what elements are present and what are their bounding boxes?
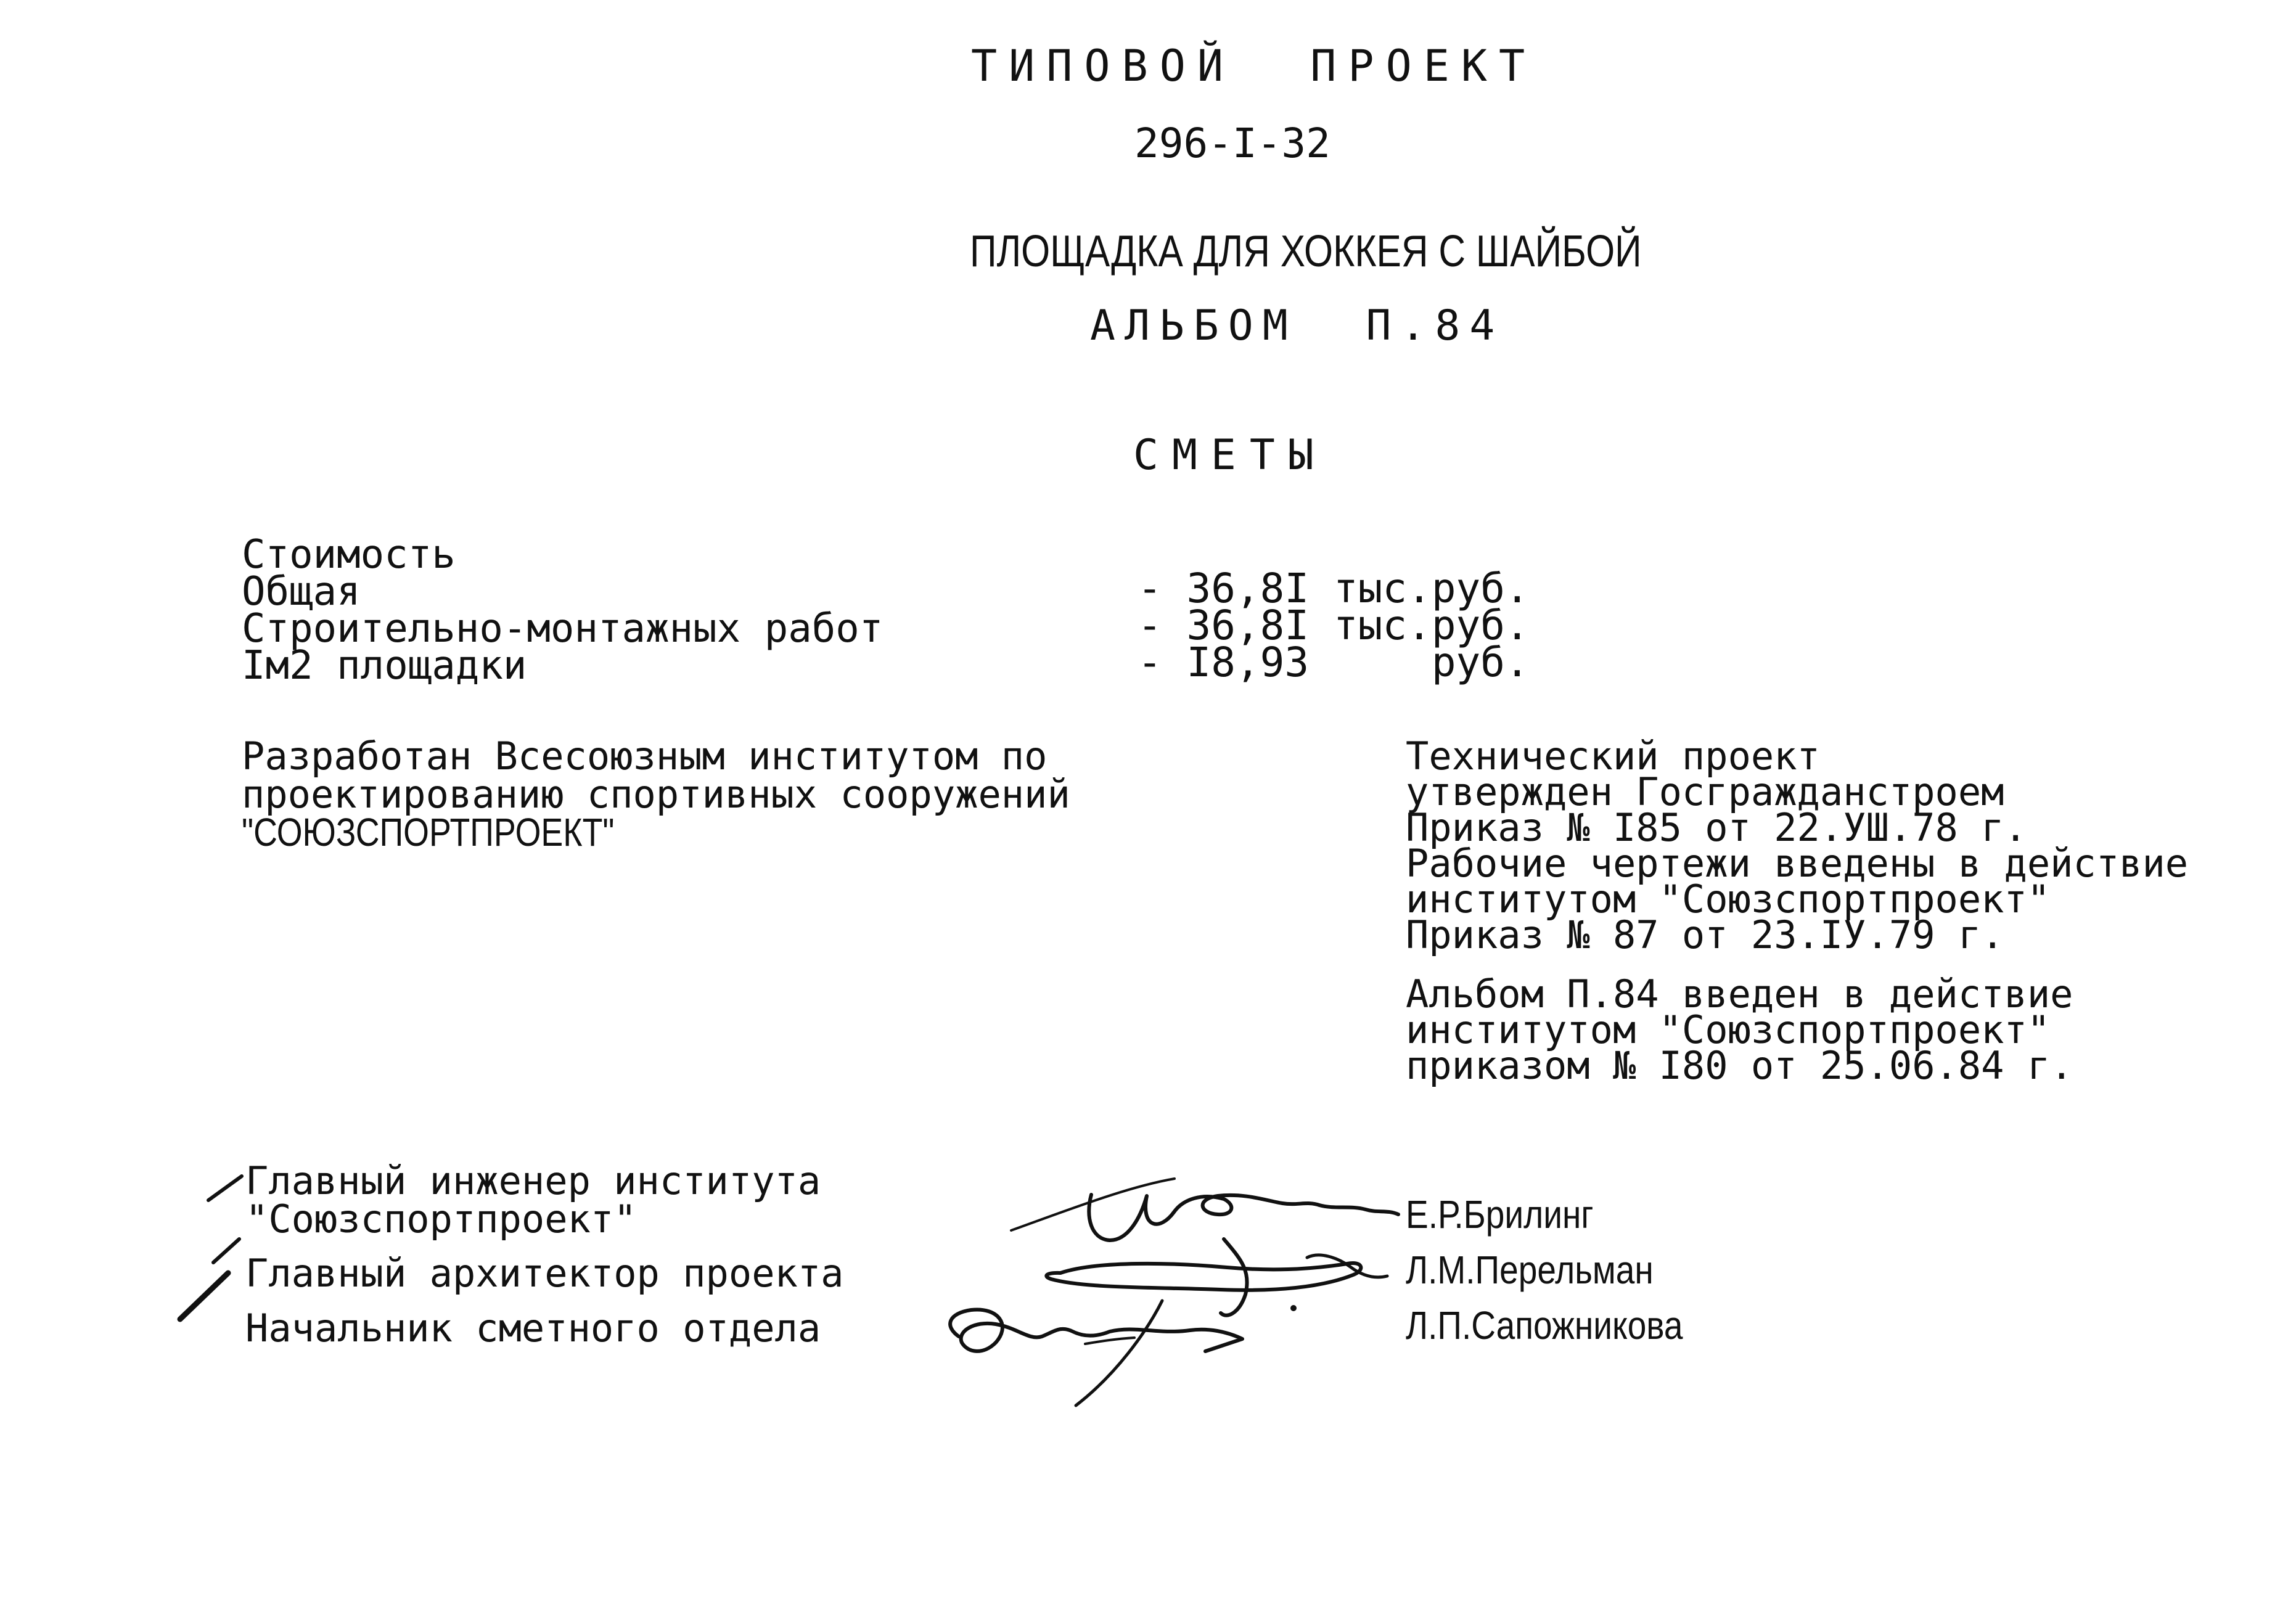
signatory-name: Е.Р.Брилинг <box>1406 1192 1594 1237</box>
cost-row-label: Строительно-монтажных работ <box>242 606 884 652</box>
tick-mark <box>213 1239 239 1262</box>
approval-line: Технический проект <box>1406 734 1820 779</box>
developer-organization: "СОЮЗСПОРТПРОЕКТ" <box>242 810 615 854</box>
developer-line: проектированию спортивных сооружений <box>242 772 1070 817</box>
approval-line: институтом "Союзспортпроект" <box>1406 1007 2051 1052</box>
section-title: СМЕТЫ <box>1133 431 1327 480</box>
approval-line: утвержден Госгражданстроем <box>1406 769 2004 814</box>
signature-sapozhnikova <box>950 1301 1242 1406</box>
cost-row-label: Общая <box>242 569 361 615</box>
approval-line: Приказ № I85 от 22.УШ.78 г. <box>1406 805 2027 850</box>
signature-perelman <box>1046 1239 1387 1316</box>
cost-row-value: - 36,8I тыс.руб. <box>1138 602 1530 649</box>
signatory-name: Л.П.Сапожникова <box>1406 1303 1683 1348</box>
cost-row-value: - 36,8I тыс.руб. <box>1138 565 1530 612</box>
album-title: АЛЬБОМ П.84 <box>1090 301 1504 350</box>
signature-brilling <box>1011 1179 1398 1240</box>
signatory-name: Л.М.Перельман <box>1406 1248 1654 1292</box>
object-title: ПЛОЩАДКА ДЛЯ ХОККЕЯ С ШАЙБОЙ <box>970 227 1642 276</box>
signatory-position: "Союзспортпроект" <box>245 1197 637 1242</box>
cost-heading: Стоимость <box>242 532 456 578</box>
approval-line: Рабочие чертежи введены в действие <box>1406 841 2189 886</box>
approval-line: приказом № I80 от 25.06.84 г. <box>1406 1043 2073 1088</box>
project-type-heading: ТИПОВОЙ ПРОЕКТ <box>971 41 1537 91</box>
approval-line: Альбом П.84 введен в действие <box>1406 972 2073 1017</box>
tick-mark <box>208 1176 242 1200</box>
signatory-position: Главный архитектор проекта <box>245 1251 844 1296</box>
approval-line: институтом "Союзспортпроект" <box>1406 877 2051 922</box>
cost-row-value: - I8,93 руб. <box>1138 639 1530 686</box>
developer-line: Разработан Всесоюзным институтом по <box>242 734 1048 779</box>
tick-mark <box>180 1273 228 1319</box>
cost-row-label: Iм2 площадки <box>242 643 527 689</box>
approval-line: Приказ № 87 от 23.IУ.79 г. <box>1406 912 2004 957</box>
signatory-position: Главный инженер института <box>245 1158 821 1203</box>
signatory-position: Начальник сметного отдела <box>245 1306 821 1351</box>
project-number: 296-I-32 <box>1134 120 1330 167</box>
